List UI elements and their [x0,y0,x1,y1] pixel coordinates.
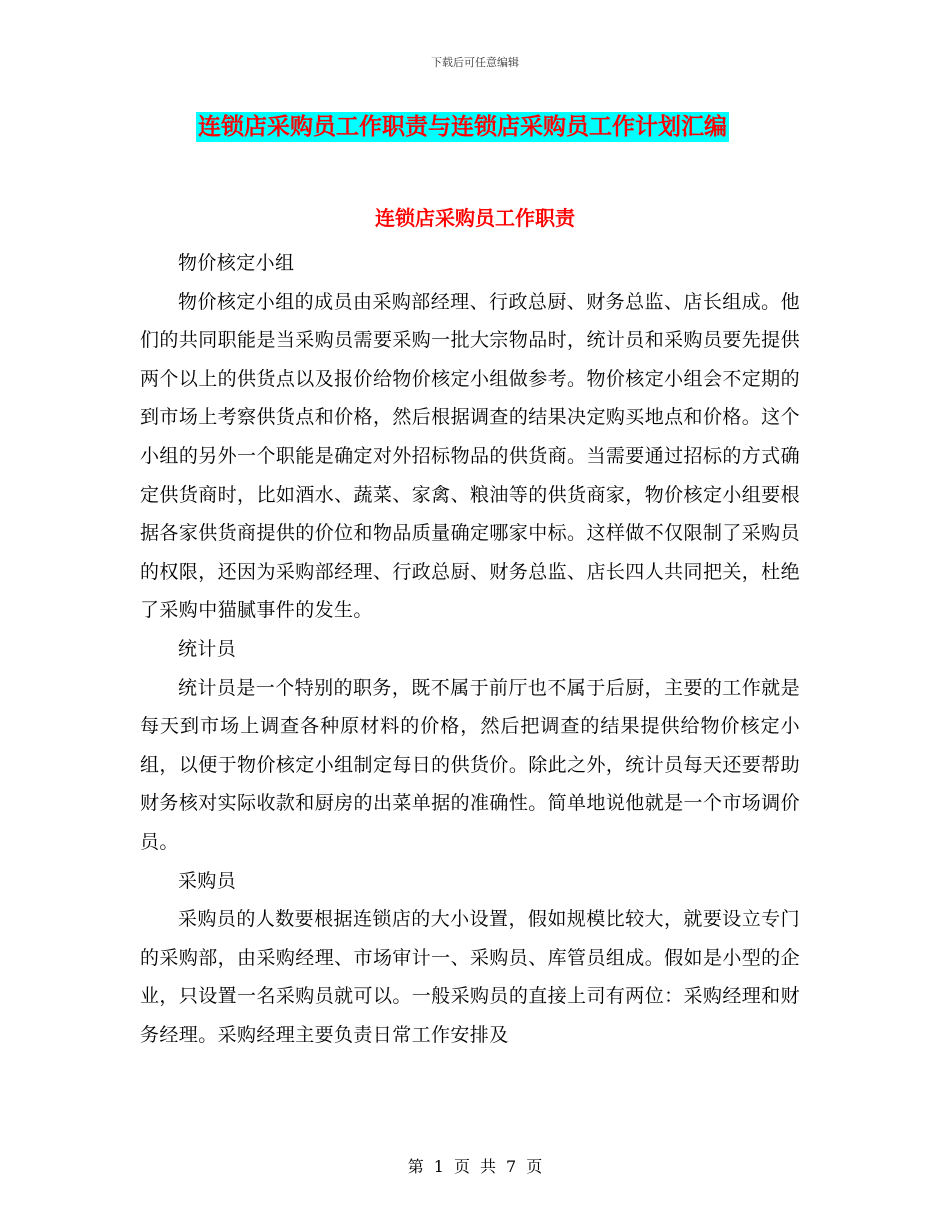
section-title: 连锁店采购员工作职责 [375,206,575,230]
footer-total-pages: 7 [506,1157,517,1176]
footer-current-page: 1 [433,1157,444,1176]
paragraph-purchaser: 采购员的人数要根据连锁店的大小设置，假如规模比较大，就要设立专门的采购部，由采购经理、市场审计一、采购员、库管员组成。假如是小型的企业，只设置一名采购员就可以。一般采购员的直接上司有两位：采购经理和财务经理。采购经理主要负责日常工作安排及 [140,908,800,1046]
paragraph-price-team: 物价核定小组的成员由采购部经理、行政总厨、财务总监、店长组成。他们的共同职能是当采购员需要采购一批大宗物品时，统计员和采购员要先提供两个以上的供货点以及报价给物价核定小组做参考。物价核定小组会不定期的到市场上考察供货点和价格，然后根据调查的结果决定购买地点和价格。这个小组的另外一个职能是确定对外招标物品的供货商。当需要通过招标的方式确定供货商时，比如酒水、蔬菜、家禽、粮油等的供货商家，物价核定小组要根据各家供货商提供的价位和物品质量确定哪家中标。这样做不仅限制了采购员的权限，还因为采购部经理、行政总厨、财务总监、店长四人共同把关，杜绝了采购中猫腻事件的发生。 [140,290,800,622]
footer-label-page: 第 [407,1157,424,1176]
footer-label-total-unit: 页 [526,1157,543,1176]
paragraph-statistician: 统计员是一个特别的职务，既不属于前厅也不属于后厨，主要的工作就是每天到市场上调查各种原材料的价格，然后把调查的结果提供给物价核定小组，以便于物价核定小组制定每日的供货价。除此之外，统计员每天还要帮助财务核对实际收款和厨房的出菜单据的准确性。简单地说他就是一个市场调价员。 [140,676,800,853]
document-title: 连锁店采购员工作职责与连锁店采购员工作计划汇编 [198,114,727,140]
header-note: 下载后可任意编辑 [431,56,519,69]
subheading-purchaser: 采购员 [178,869,237,892]
footer-label-total: 共 [480,1157,497,1176]
subheading-statistician: 统计员 [178,637,237,660]
subheading-price-team: 物价核定小组 [178,252,295,274]
page-footer [0,1154,950,1177]
document-body [140,244,800,1054]
footer-label-page-unit: 页 [453,1157,470,1176]
